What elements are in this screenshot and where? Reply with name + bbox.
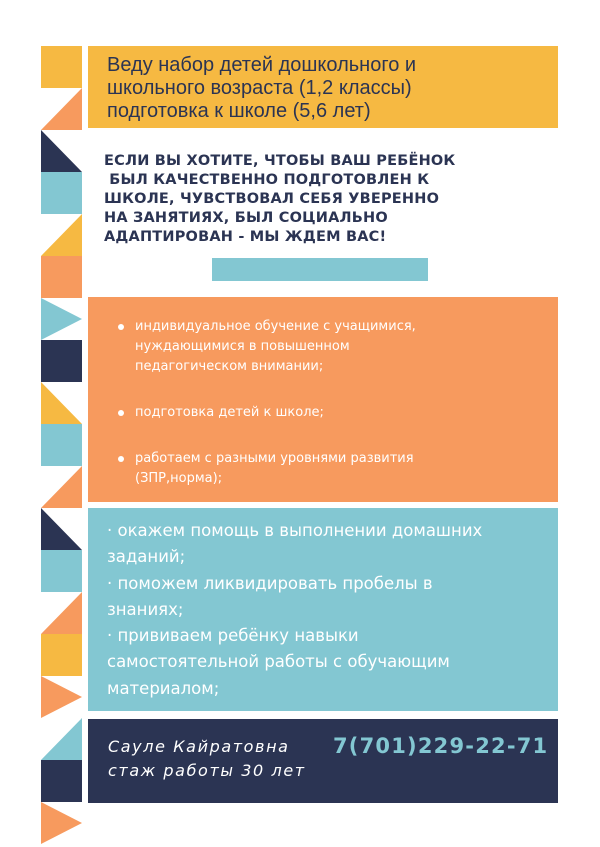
decor-triangle xyxy=(41,466,82,508)
help-line: знаниях; xyxy=(107,599,184,619)
decor-triangle xyxy=(41,382,82,424)
decorative-tile-strip xyxy=(41,46,82,844)
decor-triangle-shape xyxy=(41,466,82,508)
decor-triangle-shape xyxy=(41,676,82,718)
decor-tile xyxy=(41,214,82,256)
decor-square xyxy=(41,550,82,592)
decor-triangle xyxy=(41,592,82,634)
service-item xyxy=(115,317,548,377)
decor-triangle-shape xyxy=(41,130,82,172)
teacher-name: Сауле Кайратовна xyxy=(108,737,290,756)
decor-tile xyxy=(41,634,82,676)
banner-line: школьного возраста (1,2 классы) xyxy=(107,77,412,99)
decor-tile xyxy=(41,46,82,88)
headline xyxy=(104,152,554,247)
decor-tile xyxy=(41,298,82,340)
decor-triangle xyxy=(41,298,82,340)
decor-triangle xyxy=(41,718,82,760)
decor-square xyxy=(41,46,82,88)
decor-triangle xyxy=(41,88,82,130)
decor-tile xyxy=(41,550,82,592)
decor-triangle-shape xyxy=(41,802,82,844)
decor-tile xyxy=(41,424,82,466)
decor-tile xyxy=(41,88,82,130)
decor-triangle xyxy=(41,802,82,844)
accent-bar xyxy=(212,258,428,281)
decor-tile xyxy=(41,382,82,424)
work-experience: стаж работы 30 лет xyxy=(108,761,306,780)
service-item-line: (ЗПР,норма); xyxy=(135,471,223,486)
headline-line: АДАПТИРОВАН - МЫ ЖДЕМ ВАС! xyxy=(104,229,387,245)
decor-tile xyxy=(41,508,82,550)
decor-tile xyxy=(41,802,82,844)
decor-triangle-shape xyxy=(41,592,82,634)
decor-tile xyxy=(41,256,82,298)
banner-line: подготовка к школе (5,6 лет) xyxy=(107,100,371,122)
decor-tile xyxy=(41,592,82,634)
decor-square xyxy=(41,424,82,466)
decor-triangle-shape xyxy=(41,508,82,550)
service-item-line: нуждающимися в повышенном xyxy=(135,339,350,354)
service-item-line: подготовка детей к школе; xyxy=(135,405,324,420)
decor-tile xyxy=(41,340,82,382)
decor-square xyxy=(41,760,82,802)
services-list xyxy=(115,317,548,489)
contact-box xyxy=(88,719,558,803)
help-line: самостоятельной работы с обучающим xyxy=(107,652,450,672)
decor-triangle-shape xyxy=(41,88,82,130)
decor-triangle xyxy=(41,676,82,718)
service-item xyxy=(115,449,548,489)
service-item-line: педагогическом внимании; xyxy=(135,359,324,374)
service-item-line: работаем с разными уровнями развития xyxy=(135,451,414,466)
decor-triangle-shape xyxy=(41,214,82,256)
headline-line: БЫЛ КАЧЕСТВЕННО ПОДГОТОВЛЕН К xyxy=(104,172,430,188)
decor-square xyxy=(41,172,82,214)
decor-tile xyxy=(41,760,82,802)
help-box xyxy=(88,508,558,711)
decor-square xyxy=(41,340,82,382)
decor-triangle xyxy=(41,508,82,550)
decor-tile xyxy=(41,172,82,214)
help-line: · прививаем ребёнку навыки xyxy=(107,626,359,646)
decor-triangle xyxy=(41,214,82,256)
decor-tile xyxy=(41,130,82,172)
banner-line: Веду набор детей дошкольного и xyxy=(107,54,417,76)
headline-line: ЕСЛИ ВЫ ХОТИТЕ, ЧТОБЫ ВАШ РЕБЁНОК xyxy=(104,153,456,169)
headline-line: ШКОЛЕ, ЧУВСТВОВАЛ СЕБЯ УВЕРЕННО xyxy=(104,191,440,207)
help-line: · окажем помощь в выполнении домашних xyxy=(107,521,483,540)
decor-triangle-shape xyxy=(41,718,82,760)
service-item xyxy=(115,403,548,423)
decor-tile xyxy=(41,676,82,718)
help-line: материалом; xyxy=(107,678,220,698)
service-item-line: индивидуальное обучение с учащимися, xyxy=(135,319,416,334)
enrollment-banner xyxy=(88,46,558,128)
decor-tile xyxy=(41,466,82,508)
decor-tile xyxy=(41,718,82,760)
services-box xyxy=(88,297,558,502)
decor-square xyxy=(41,634,82,676)
headline-line: НА ЗАНЯТИЯХ, БЫЛ СОЦИАЛЬНО xyxy=(104,210,388,226)
decor-square xyxy=(41,256,82,298)
decor-triangle-shape xyxy=(41,298,82,340)
help-line: · поможем ликвидировать пробелы в xyxy=(107,573,433,593)
decor-triangle xyxy=(41,130,82,172)
phone-number[interactable]: 7(701)229-22-71 xyxy=(333,734,549,758)
help-line: заданий; xyxy=(107,547,186,567)
decor-triangle-shape xyxy=(41,382,82,424)
